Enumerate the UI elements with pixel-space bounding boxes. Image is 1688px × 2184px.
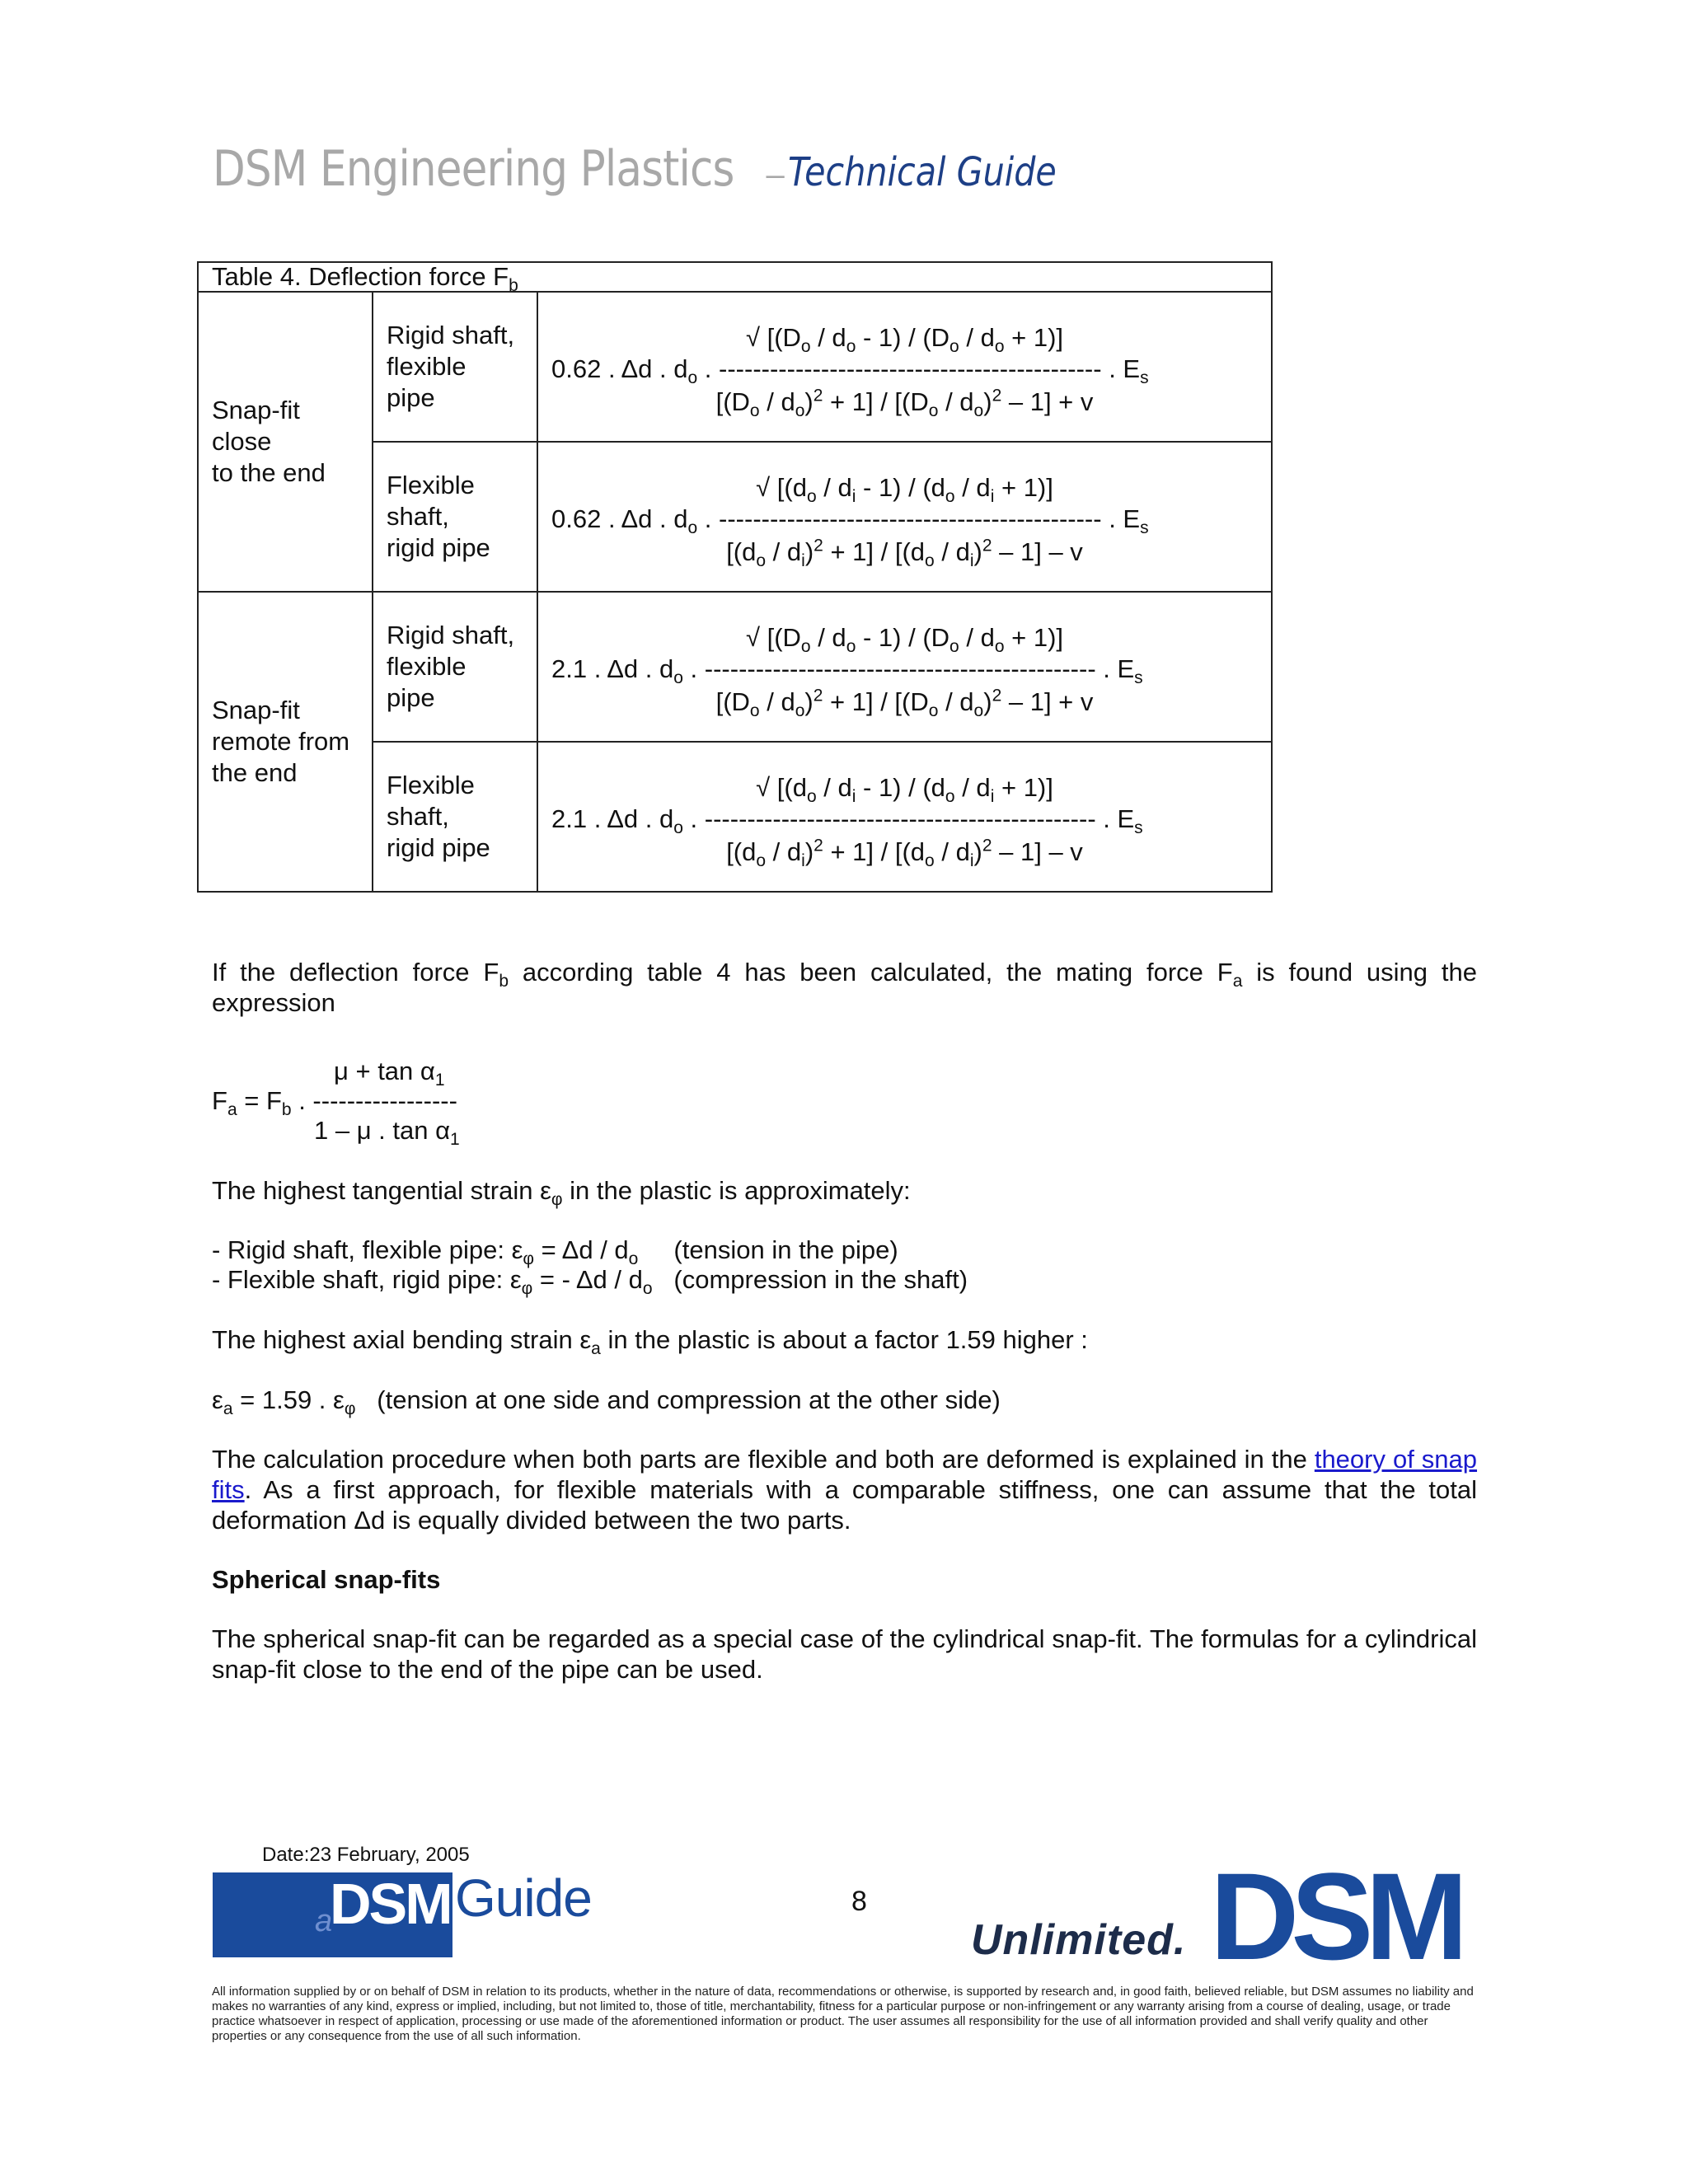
mating-formula-numerator: $\mu + \tan \alpha_1$: [334, 1057, 445, 1090]
formula-numerator: √ $[(D_o / d_o - 1) / (D_o / d_o + 1)]$: [745, 323, 1064, 357]
axial-strain-text: The highest axial bending strain $\varepsilon_a$ in the plastic is about a factor 1.59 higher :: [212, 1325, 1088, 1359]
formula-main-line: 0.62 . Δd . $d_o$ . --------------------------------------------- . $E_s$: [551, 504, 1149, 538]
mating-formula-main: $F_a = F_b$ . -----------------: [212, 1086, 457, 1120]
formula-numerator: √ $[(d_o / d_i - 1) / (d_o / d_i + 1)]$: [756, 473, 1053, 507]
unlimited-tagline: Unlimited.: [971, 1916, 1187, 1964]
row-kind: Flexible shaft, rigid pipe: [373, 742, 537, 892]
guide-word: Guide: [455, 1868, 592, 1928]
guide-a: a: [315, 1904, 333, 1938]
guide-dsm: DSM: [330, 1872, 451, 1936]
disclaimer: All information supplied by or on behalf of DSM in relation to its products, whether in the nature of data, recommendations or otherwise, is supported by research and, in good faith, believed reliable, but DSM assumes no liability and makes no warranties of any kind, express or implied, including, but not limited to, those of title, merchantability, fitness for a particular purpose or non-infringement or any warranty arising from a course of dealing, usage, or trade practice whatsoever in respect of application, processing or use made of the aforementioned information or product. The user assumes all responsibility for the use of all information provided and shall verify quality and other properties or any consequence from the use of all such information.: [212, 1985, 1474, 2043]
theory-of-snap-fits-link[interactable]: theory of snap fits: [212, 1445, 1478, 1504]
strain-rigid-shaft: - Rigid shaft, flexible pipe: $\varepsilon_\varphi = \Delta d / d_o$ (tension in the pipe): [212, 1235, 898, 1269]
formula-main-line: 2.1 . Δd . $d_o$ . ---------------------------------------------- . $E_s$: [551, 654, 1143, 688]
formula-denominator: $[(d_o / d_i)^2 + 1] / [(d_o / d_i)^2 - 1] - v$: [726, 536, 1083, 571]
formula-denominator: $[(d_o / d_i)^2 + 1] / [(d_o / d_i)^2 - 1] - v$: [726, 836, 1083, 871]
intro-paragraph: If the deflection force $F_b$ according table 4 has been calculated, the mating force $F_a$ is found using the expression: [212, 958, 1477, 1017]
formula-denominator: $[(D_o / d_o)^2 + 1] / [(D_o / d_o)^2 - 1] + v$: [715, 386, 1094, 421]
axial-strain-formula: $\varepsilon_a = 1.59$ . $\varepsilon_\varphi$ (tension at one side and compression at the other side): [212, 1385, 1001, 1419]
document-header: [213, 140, 1100, 198]
dsm-guide-banner: [213, 1872, 452, 1957]
formula-cell: [537, 742, 1272, 892]
row-kind: Rigid shaft, flexible pipe: [373, 592, 537, 742]
group-label: Snap-fit remote from the end: [198, 592, 373, 892]
row-kind: Rigid shaft, flexible pipe: [373, 292, 537, 442]
formula-cell: [537, 442, 1272, 592]
strain-intro: The highest tangential strain $\varepsilon_\varphi$ in the plastic is approximately:: [212, 1176, 911, 1210]
deflection-force-table: [197, 261, 1273, 893]
header-title: DSM Engineering Plastics: [213, 140, 734, 198]
row-kind: Flexible shaft, rigid pipe: [373, 442, 537, 592]
formula-cell: [537, 592, 1272, 742]
formula-numerator: √ $[(d_o / d_i - 1) / (d_o / d_i + 1)]$: [756, 773, 1053, 807]
formula-denominator: $[(D_o / d_o)^2 + 1] / [(D_o / d_o)^2 - 1] + v$: [715, 686, 1094, 721]
document-date: Date:23 February, 2005: [262, 1844, 470, 1866]
calculation-paragraph: The calculation procedure when both parts are flexible and both are deformed is explained in the theory of snap fits. As a first approach, for flexible materials with a comparable stiffness, one can assume that the total deformation Δd is equally divided between the two parts.: [212, 1445, 1478, 1535]
spherical-heading: Spherical snap-fits: [212, 1565, 441, 1594]
table-caption: Table 4. Deflection force $F_b$: [198, 262, 1272, 292]
header-dash: –: [766, 157, 785, 193]
formula-cell: [537, 292, 1272, 442]
header-subtitle: Technical Guide: [788, 149, 1057, 195]
spherical-paragraph: The spherical snap-fit can be regarded as a special case of the cylindrical snap-fit. The formulas for a cylindrical snap-fit close to the end of the pipe can be used.: [212, 1624, 1477, 1684]
group-label: Snap-fit close to the end: [198, 292, 373, 592]
formula-numerator: √ $[(D_o / d_o - 1) / (D_o / d_o + 1)]$: [745, 623, 1064, 657]
page-number: 8: [851, 1886, 867, 1917]
dsm-logo: DSM: [1210, 1847, 1461, 1985]
formula-main-line: 0.62 . Δd . $d_o$ . --------------------------------------------- . $E_s$: [551, 354, 1149, 388]
mating-formula-denominator: 1 – μ . $\tan \alpha_1$: [314, 1116, 460, 1150]
formula-main-line: 2.1 . Δd . $d_o$ . ---------------------------------------------- . $E_s$: [551, 804, 1143, 838]
strain-flexible-shaft: - Flexible shaft, rigid pipe: $\varepsilon_\varphi$ = - Δd / $d_o$ (compression in the shaft): [212, 1265, 968, 1299]
